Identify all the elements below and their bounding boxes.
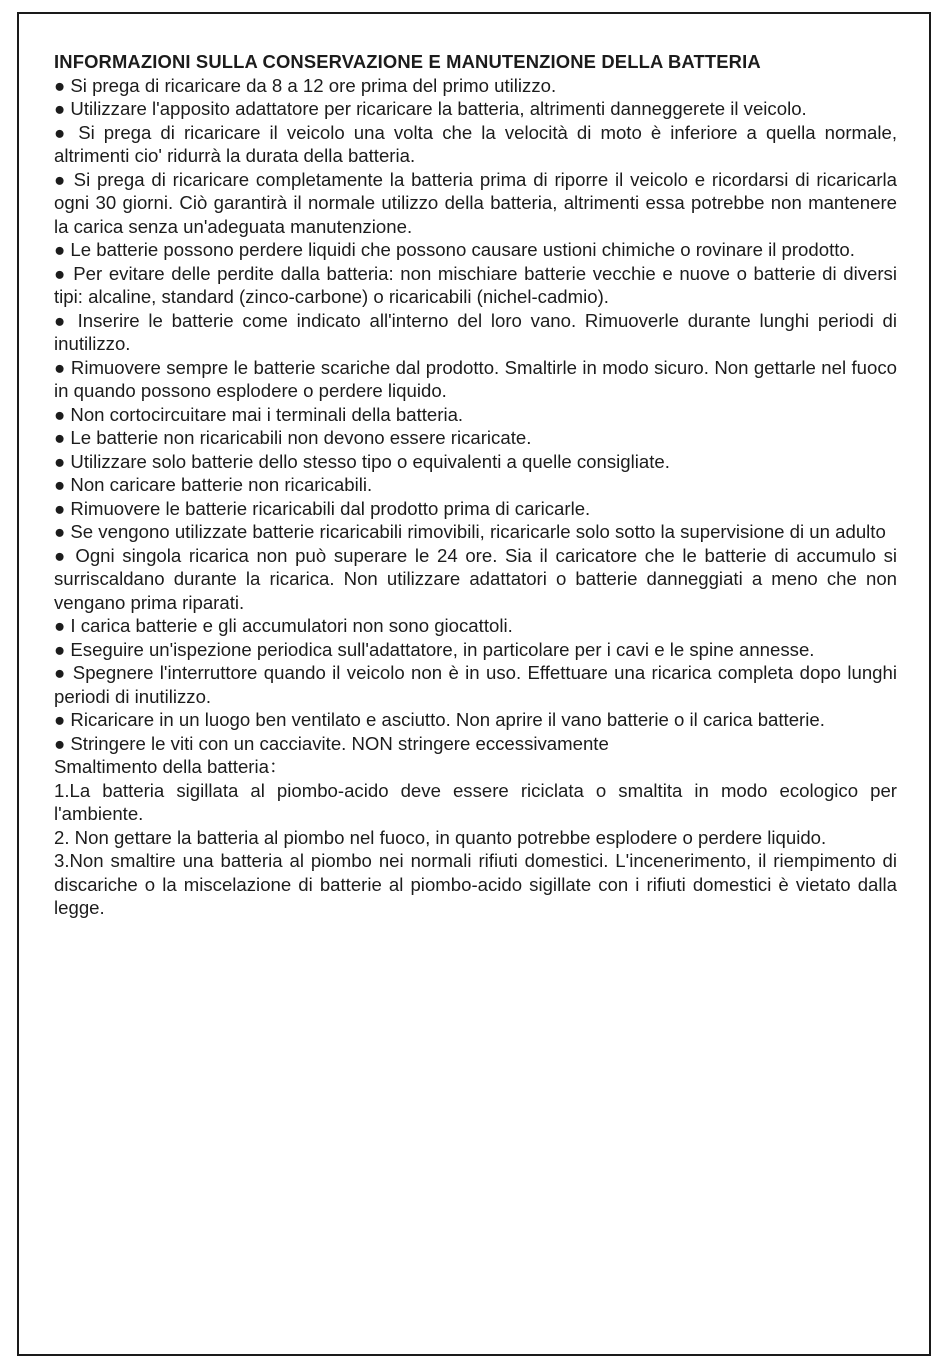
bullet-item: ● Le batterie possono perdere liquidi che possono causare ustioni chimiche o rovinare il prodotto. [54, 239, 855, 260]
bullet-item: ● Stringere le viti con un cacciavite. NON stringere eccessivamente [54, 732, 609, 754]
bullet-item: ● Si prega di ricaricare completamente la batteria prima di riporre il veicolo e ricordarsi di ricaricarla ogni 30 giorni. Ciò garantirà il normale utilizzo della batteria, altrimenti essa potrebbe non mantenere la carica senza un'adeguata manutenzione. [54, 168, 897, 237]
bullet-item: ● Le batterie non ricaricabili non devono essere ricaricate. [54, 427, 532, 448]
bullet-item: ● Utilizzare l'apposito adattatore per ricaricare la batteria, altrimenti danneggerete il veicolo. [54, 98, 807, 119]
bullet-item: ● Non cortocircuitare mai i terminali della batteria. [54, 403, 464, 425]
disposal-heading: Smaltimento della batteria： [54, 756, 288, 777]
bullet-item: ● Si prega di ricaricare da 8 a 12 ore prima del primo utilizzo. [54, 74, 557, 96]
bullet-item: ● Spegnere l'interruttore quando il veicolo non è in uso. Effettuare una ricarica completa dopo lunghi periodi di inutilizzo. [54, 662, 897, 707]
bullet-item: ● Ricaricare in un luogo ben ventilato e asciutto. Non aprire il vano batterie o il carica batterie. [54, 709, 825, 730]
bullet-item: ● Rimuovere sempre le batterie scariche dal prodotto. Smaltirle in modo sicuro. Non gettarle nel fuoco in quando possono esplodere o perdere liquido. [54, 356, 897, 401]
bullet-item: ● Ogni singola ricarica non può superare le 24 ore. Sia il caricatore che le batterie di accumulo si surriscaldano durante la ricarica. Non utilizzare adattatori o batterie danneggiati a meno che non vengano prima riparati. [54, 544, 897, 613]
disposal-item: 1.La batteria sigillata al piombo-acido deve essere riciclata o smaltita in modo ecologico per l'ambiente. [54, 779, 897, 824]
disposal-item: 2. Non gettare la batteria al piombo nel fuoco, in quanto potrebbe esplodere o perdere liquido. [54, 826, 827, 848]
bullet-item: ● I carica batterie e gli accumulatori non sono giocattoli. [54, 615, 513, 636]
bullet-item: ● Inserire le batterie come indicato all'interno del loro vano. Rimuoverle durante lunghi periodi di inutilizzo. [54, 309, 897, 354]
disposal-item: 3.Non smaltire una batteria al piombo nei normali rifiuti domestici. L'incenerimento, il riempimento di discariche o la miscelazione di batterie al piombo-acido sigillate con i rifiuti domestici è vietato dalla legge. [54, 850, 897, 918]
bullet-item: ● Si prega di ricaricare il veicolo una volta che la velocità di moto è inferiore a quella normale, altrimenti cio' ridurrà la durata della batteria. [54, 121, 897, 166]
bullet-item: ● Se vengono utilizzate batterie ricaricabili rimovibili, ricaricarle solo sotto la supervisione di un adulto [54, 521, 886, 542]
bullet-item: ● Rimuovere le batterie ricaricabili dal prodotto prima di caricarle. [54, 497, 591, 519]
bullet-item: ● Non caricare batterie non ricaricabili. [54, 474, 373, 495]
bullet-item: ● Eseguire un'ispezione periodica sull'adattatore, in particolare per i cavi e le spine annesse. [54, 638, 815, 660]
document-body [54, 50, 897, 920]
document-title: INFORMAZIONI SULLA CONSERVAZIONE E MANUTENZIONE DELLA BATTERIA [54, 51, 761, 72]
bullet-item: ● Utilizzare solo batterie dello stesso tipo o equivalenti a quelle consigliate. [54, 450, 670, 472]
bullet-item: ● Per evitare delle perdite dalla batteria: non mischiare batterie vecchie e nuove o batterie di diversi tipi: alcaline, standard (zinco-carbone) o ricaricabili (nichel-cadmio). [54, 262, 897, 307]
